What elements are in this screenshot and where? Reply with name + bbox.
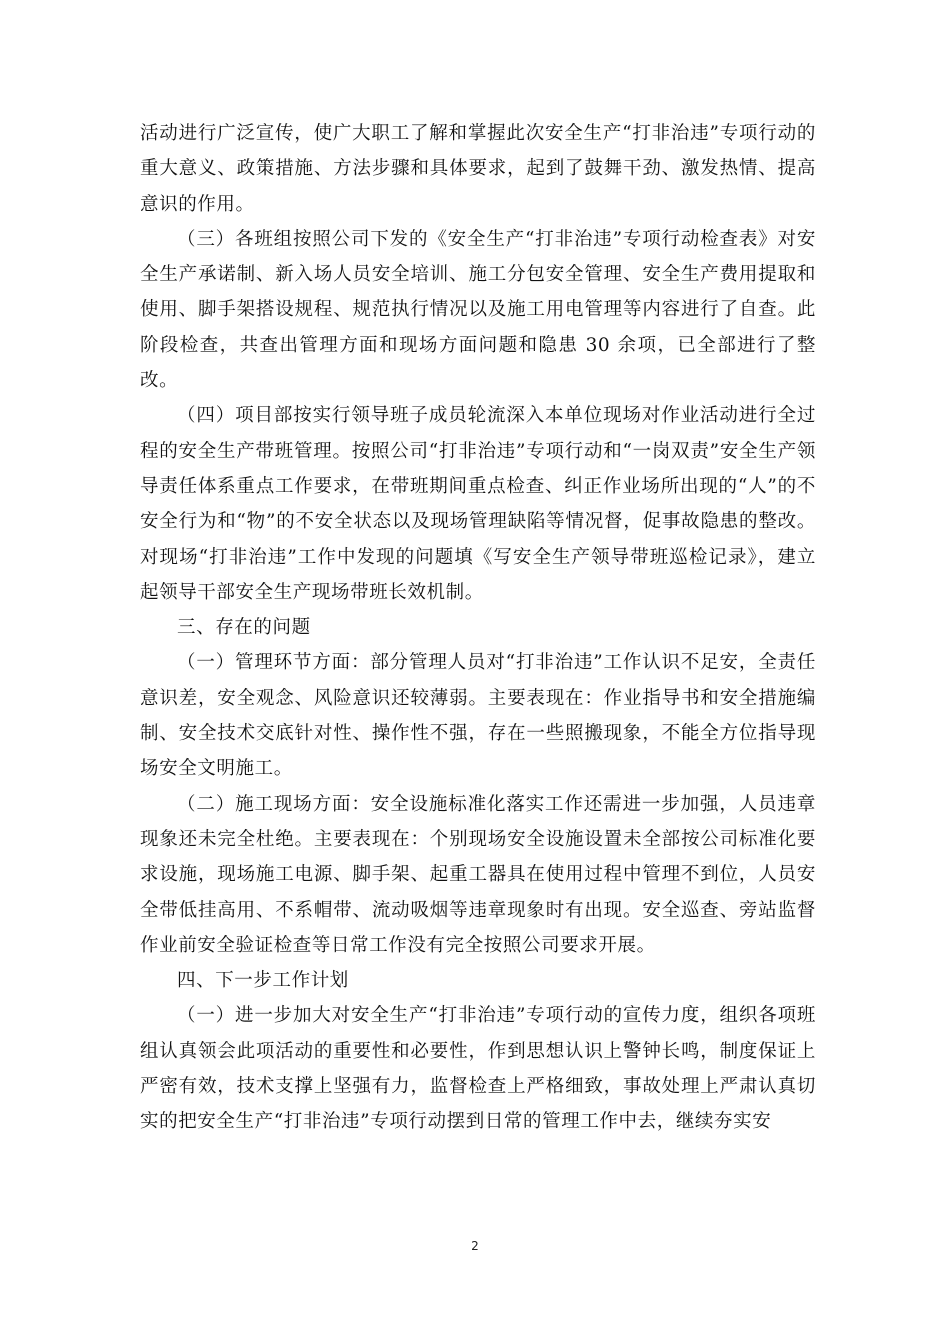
- paragraph-item-four: （四）项目部按实行领导班子成员轮流深入本单位现场对作业活动进行全过程的安全生产带班管理。按照公司“打非治违”专项行动和“一岗双责”安全生产领导责任体系重点工作要求，在带班期间重点检查、纠正作业场所出现的“人”的不安全行为和“物”的不安全状态以及现场管理缺陷等情况督，促事故隐患的整改。对现场“打非治违”工作中发现的问题填《写安全生产领导带班巡检记录》，建立起领导干部安全生产现场带班长效机制。: [140, 405, 816, 603]
- paragraph-item-three: （三）各班组按照公司下发的《安全生产“打非治违”专项行动检查表》对安全生产承诺制、新入场人员安全培训、施工分包安全管理、安全生产费用提取和使用、脚手架搭设规程、规范执行情况以及施工用电管理等内容进行了自查。此阶段检查，共查出管理方面和现场方面问题和隐患 30 余项，已全部进行了整改。: [140, 228, 816, 392]
- paragraph-plan-one: （一）进一步加大对安全生产“打非治违”专项行动的宣传力度，组织各项班组认真领会此项活动的重要性和必要性，作到思想认识上警钟长鸣，制度保证上严密有效，技术支撑上坚强有力，监督检查上严格细致，事故处理上严肃认真切实的把安全生产“打非治违”专项行动摆到日常的管理工作中去，继续夯实安: [140, 1005, 816, 1133]
- document-body: [140, 116, 816, 1140]
- paragraph-continuation: 活动进行广泛宣传，使广大职工了解和掌握此次安全生产“打非治违”专项行动的重大意义、政策措施、方法步骤和具体要求，起到了鼓舞干劲、激发热情、提高意识的作用。: [140, 123, 816, 215]
- paragraph-problem-site: （二）施工现场方面：安全设施标准化落实工作还需进一步加强，人员违章现象还未完全杜绝。主要表现在：个别现场安全设施设置未全部按公司标准化要求设施，现场施工电源、脚手架、起重工器具在使用过程中管理不到位，人员安全带低挂高用、不系帽带、流动吸烟等违章现象时有出现。安全巡查、旁站监督作业前安全验证检查等日常工作没有完全按照公司要求开展。: [140, 793, 816, 956]
- page-number: 2: [471, 1239, 479, 1253]
- section-heading-problems: 三、存在的问题: [177, 617, 311, 639]
- section-heading-next-plan: 四、下一步工作计划: [177, 970, 349, 992]
- paragraph-problem-management: （一）管理环节方面：部分管理人员对“打非治违”工作认识不足安，全责任意识差，安全观念、风险意识还较薄弱。主要表现在：作业指导书和安全措施编制、安全技术交底针对性、操作性不强，存在一些照搬现象，不能全方位指导现场安全文明施工。: [140, 652, 816, 780]
